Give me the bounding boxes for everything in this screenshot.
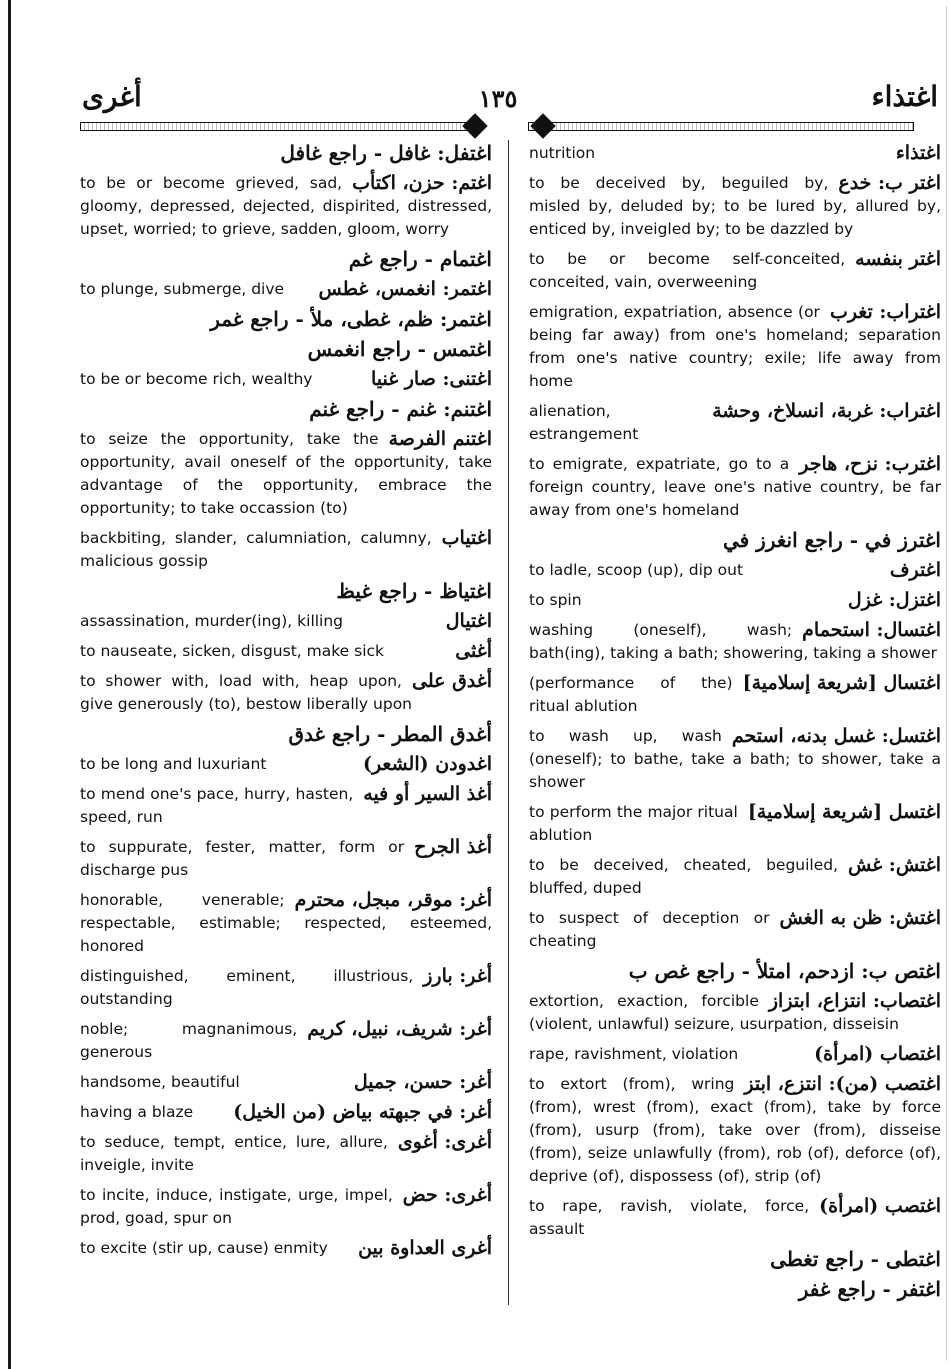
arabic-headword: أغر: بارز — [423, 965, 492, 987]
arabic-headword: اغدودن (الشعر) — [362, 753, 492, 775]
page-binding-edge — [8, 0, 11, 1369]
arabic-headword: اغترز في - راجع انغرز في — [722, 528, 941, 552]
arabic-headword: اغتذاء — [895, 142, 941, 164]
dictionary-entry — [80, 527, 492, 573]
dictionary-entry — [80, 836, 492, 882]
dictionary-entry — [529, 248, 941, 294]
arabic-headword: اغتش: ظن به الغش — [779, 907, 941, 929]
dictionary-entry — [529, 672, 941, 718]
english-definition: emigration, expatriation, absence (or being far away) from one's homeland; separation from one's native country; exile; life away from home — [529, 303, 941, 390]
dictionary-entry — [80, 338, 492, 361]
english-definition: to excite (stir up, cause) enmity — [80, 1239, 328, 1257]
arabic-headword: اغتمام - راجع غم — [348, 247, 492, 271]
arabic-headword: أغدق على — [411, 670, 492, 692]
dictionary-entry — [529, 1278, 941, 1301]
arabic-headword: اغتنم الفرصة — [388, 428, 492, 450]
dictionary-entry — [529, 960, 941, 983]
arabic-headword: أغر: في جبهته بياض (من الخيل) — [233, 1101, 492, 1123]
english-definition: to spin — [529, 591, 582, 609]
dictionary-entry — [80, 1071, 492, 1094]
dictionary-entry — [80, 783, 492, 829]
arabic-headword: اغتراب: تغرب — [829, 301, 941, 323]
english-definition: to incite, induce, instigate, urge, impel, prod, goad, spur on — [80, 1186, 393, 1227]
dictionary-entry — [529, 1248, 941, 1271]
arabic-headword: اغتياظ - راجع غيظ — [336, 579, 492, 603]
arabic-headword: اغتسال [شريعة إسلامية] — [742, 672, 941, 694]
dictionary-entry — [529, 801, 941, 847]
arabic-headword: اغتيال — [445, 610, 492, 632]
dictionary-entry — [80, 889, 492, 958]
dictionary-entry — [529, 619, 941, 665]
dictionary-entry — [529, 400, 941, 446]
arabic-headword: أغذ السير أو فيه — [363, 783, 492, 805]
arabic-headword: اغتصاب: انتزاع، ابتزاز — [768, 990, 941, 1012]
dictionary-entry — [80, 610, 492, 633]
dictionary-entry — [529, 301, 941, 393]
arabic-headword: أغر: موقر، مبجل، محترم — [294, 889, 492, 911]
dictionary-entry — [80, 723, 492, 746]
arabic-headword: أغر: شريف، نبيل، كريم — [307, 1018, 492, 1040]
english-definition: noble; magnanimous, generous — [80, 1020, 298, 1061]
english-definition: to seize the opportunity, take the opportunity, avail oneself of the opportunity, take advantage of the opportunity, embrace the opportunity; to take occassion (to) — [80, 430, 492, 517]
dictionary-entry — [80, 1101, 492, 1124]
english-definition: to seduce, tempt, entice, lure, allure, inveigle, invite — [80, 1133, 388, 1174]
english-definition: nutrition — [529, 144, 596, 162]
arabic-headword: اغتزل: غزل — [847, 589, 941, 611]
english-definition: to plunge, submerge, dive — [80, 280, 285, 298]
dictionary-entry — [80, 580, 492, 603]
arabic-headword: اغترب: نزح، هاجر — [799, 453, 941, 475]
english-definition: to ladle, scoop (up), dip out — [529, 561, 744, 579]
column-divider — [508, 140, 509, 1305]
english-definition: to wash up, wash (oneself); to bathe, take a bath; to shower, take a shower — [529, 727, 941, 791]
english-definition: backbiting, slander, calumniation, calumny, malicious gossip — [80, 529, 432, 570]
arabic-headword: اغتنى: صار غنيا — [370, 368, 492, 390]
arabic-headword: اغترف — [889, 559, 941, 581]
arabic-headword: اغتش: غش — [848, 854, 941, 876]
arabic-headword: اغتياب — [441, 527, 492, 549]
english-definition: to shower with, load with, heap upon, give generously (to), bestow liberally upon — [80, 672, 413, 713]
english-definition: to suppurate, fester, matter, form or discharge pus — [80, 838, 405, 879]
arabic-headword: اغتر بنفسه — [855, 248, 941, 270]
english-definition: to be or become self-conceited, conceited, vain, overweening — [529, 250, 846, 291]
dictionary-entry — [529, 1073, 941, 1188]
arabic-headword: أغرى العداوة بين — [358, 1237, 492, 1259]
english-definition: to suspect of deception or cheating — [529, 909, 770, 950]
dictionary-entry — [529, 725, 941, 794]
dictionary-entry — [529, 990, 941, 1036]
dictionary-entry — [529, 589, 941, 612]
english-definition: to be deceived, cheated, beguiled, bluffed, duped — [529, 856, 839, 897]
english-definition: having a blaze — [80, 1103, 194, 1121]
arabic-headword: اغتسل [شريعة إسلامية] — [747, 801, 941, 823]
dictionary-entry — [80, 640, 492, 663]
english-definition: to be deceived by, beguiled by, misled by, deluded by; to be lured by, allured by, enticed by, inveigled by; to be dazzled by — [529, 174, 941, 238]
arabic-headword: اغتمر: انغمس، غطس — [318, 278, 492, 300]
page-number: ١٣٥ — [478, 84, 518, 113]
dictionary-entry — [80, 1184, 492, 1230]
english-definition: rape, ravishment, violation — [529, 1045, 739, 1063]
english-definition: washing (oneself), wash; bath(ing), taking a bath; showering, taking a shower — [529, 621, 938, 662]
arabic-headword: أغذ الجرح — [414, 836, 492, 858]
dictionary-entry — [529, 559, 941, 582]
arabic-headword: اغتم: حزن، اكتأب — [352, 172, 492, 194]
dictionary-entry — [80, 1237, 492, 1260]
arabic-headword: اغتنم: غنم - راجع غنم — [309, 397, 492, 421]
arabic-headword: اغتراب: غربة، انسلاخ، وحشة — [712, 400, 941, 422]
arabic-headword: اغتر ب: خدع — [838, 172, 941, 194]
english-definition: assassination, murder(ing), killing — [80, 612, 344, 630]
english-definition: to extort (from), wring (from), wrest (from), exact (from), take by force (from), usurp (from), take over (from), disseise (from), seize unlawfully (from), rob (of), deforce (of), deprive (of), dispossess (of), strip (of) — [529, 1075, 941, 1185]
header-rule-left — [80, 122, 470, 131]
english-definition: to be long and luxuriant — [80, 755, 267, 773]
arabic-headword: اغتص ب: ازدحم، امتلأ - راجع غص ب — [628, 959, 941, 983]
right-column — [529, 142, 941, 1308]
dictionary-entry — [80, 308, 492, 331]
dictionary-entry — [80, 670, 492, 716]
header-first-word: اغتذاء — [871, 80, 938, 113]
arabic-headword: أغر: حسن، جميل — [353, 1071, 492, 1093]
english-definition: (performance of the) ritual ablution — [529, 674, 733, 715]
dictionary-entry — [529, 529, 941, 552]
english-definition: to mend one's pace, hurry, hasten, speed, run — [80, 785, 354, 826]
arabic-headword: اغتصاب (امرأة) — [814, 1043, 941, 1065]
dictionary-entry — [80, 753, 492, 776]
dictionary-entry — [529, 142, 941, 165]
arabic-headword: اغتصب (امرأة) — [819, 1195, 941, 1217]
english-definition: extortion, exaction, forcible (violent, unlawful) seizure, usurpation, disseisin — [529, 992, 899, 1033]
dictionary-entry — [529, 907, 941, 953]
arabic-headword: اغتفل: غافل - راجع غافل — [280, 141, 492, 165]
arabic-headword: أغدق المطر - راجع غدق — [288, 722, 492, 746]
arabic-headword: اغتصب (من): انتزع، ابتز — [744, 1073, 941, 1095]
page-right-guide — [946, 6, 947, 1361]
dictionary-entry — [80, 278, 492, 301]
english-definition: handsome, beautiful — [80, 1073, 240, 1091]
english-definition: honorable, venerable; respectable, estimable; respected, esteemed, honored — [80, 891, 492, 955]
header-last-word: أغرى — [82, 80, 142, 113]
dictionary-entry — [80, 1131, 492, 1177]
arabic-headword: أغرى: حض — [402, 1184, 492, 1206]
arabic-headword: أغرى: أغوى — [397, 1131, 492, 1153]
english-definition: alienation, estrangement — [529, 402, 639, 443]
header-rule-right — [528, 122, 914, 131]
arabic-headword: اغتمس - راجع انغمس — [307, 337, 492, 361]
dictionary-entry — [80, 172, 492, 241]
english-definition: to be or become rich, wealthy — [80, 370, 313, 388]
dictionary-entry — [80, 368, 492, 391]
left-column — [80, 142, 492, 1267]
english-definition: to be or become grieved, sad, gloomy, depressed, dejected, dispirited, distressed, upset, worried; to grieve, sadden, gloom, worry — [80, 174, 492, 238]
dictionary-entry — [80, 965, 492, 1011]
arabic-headword: اغتمر: ظم، غطى، ملأ - راجع غمر — [210, 307, 492, 331]
arabic-headword: اغتسل: غسل بدنه، استحم — [731, 725, 941, 747]
english-definition: to rape, ravish, violate, force, assault — [529, 1197, 810, 1238]
dictionary-entry — [80, 1018, 492, 1064]
arabic-headword: أغثى — [455, 640, 492, 662]
dictionary-entry — [80, 428, 492, 520]
dictionary-entry — [80, 398, 492, 421]
dictionary-entry — [529, 453, 941, 522]
dictionary-entry — [529, 1195, 941, 1241]
dictionary-entry — [529, 1043, 941, 1066]
english-definition: to perform the major ritual ablution — [529, 803, 738, 844]
english-definition: to emigrate, expatriate, go to a foreign country, leave one's native country, be far away from one's homeland — [529, 455, 941, 519]
dictionary-entry — [80, 248, 492, 271]
arabic-headword: اغتسال: استحمام — [802, 619, 941, 641]
dictionary-entry — [529, 854, 941, 900]
arabic-headword: اغتطى - راجع تغطى — [770, 1247, 941, 1271]
english-definition: to nauseate, sicken, disgust, make sick — [80, 642, 385, 660]
arabic-headword: اغتفر - راجع غفر — [798, 1277, 941, 1301]
english-definition: distinguished, eminent, illustrious, outstanding — [80, 967, 414, 1008]
dictionary-entry — [529, 172, 941, 241]
dictionary-entry — [80, 142, 492, 165]
